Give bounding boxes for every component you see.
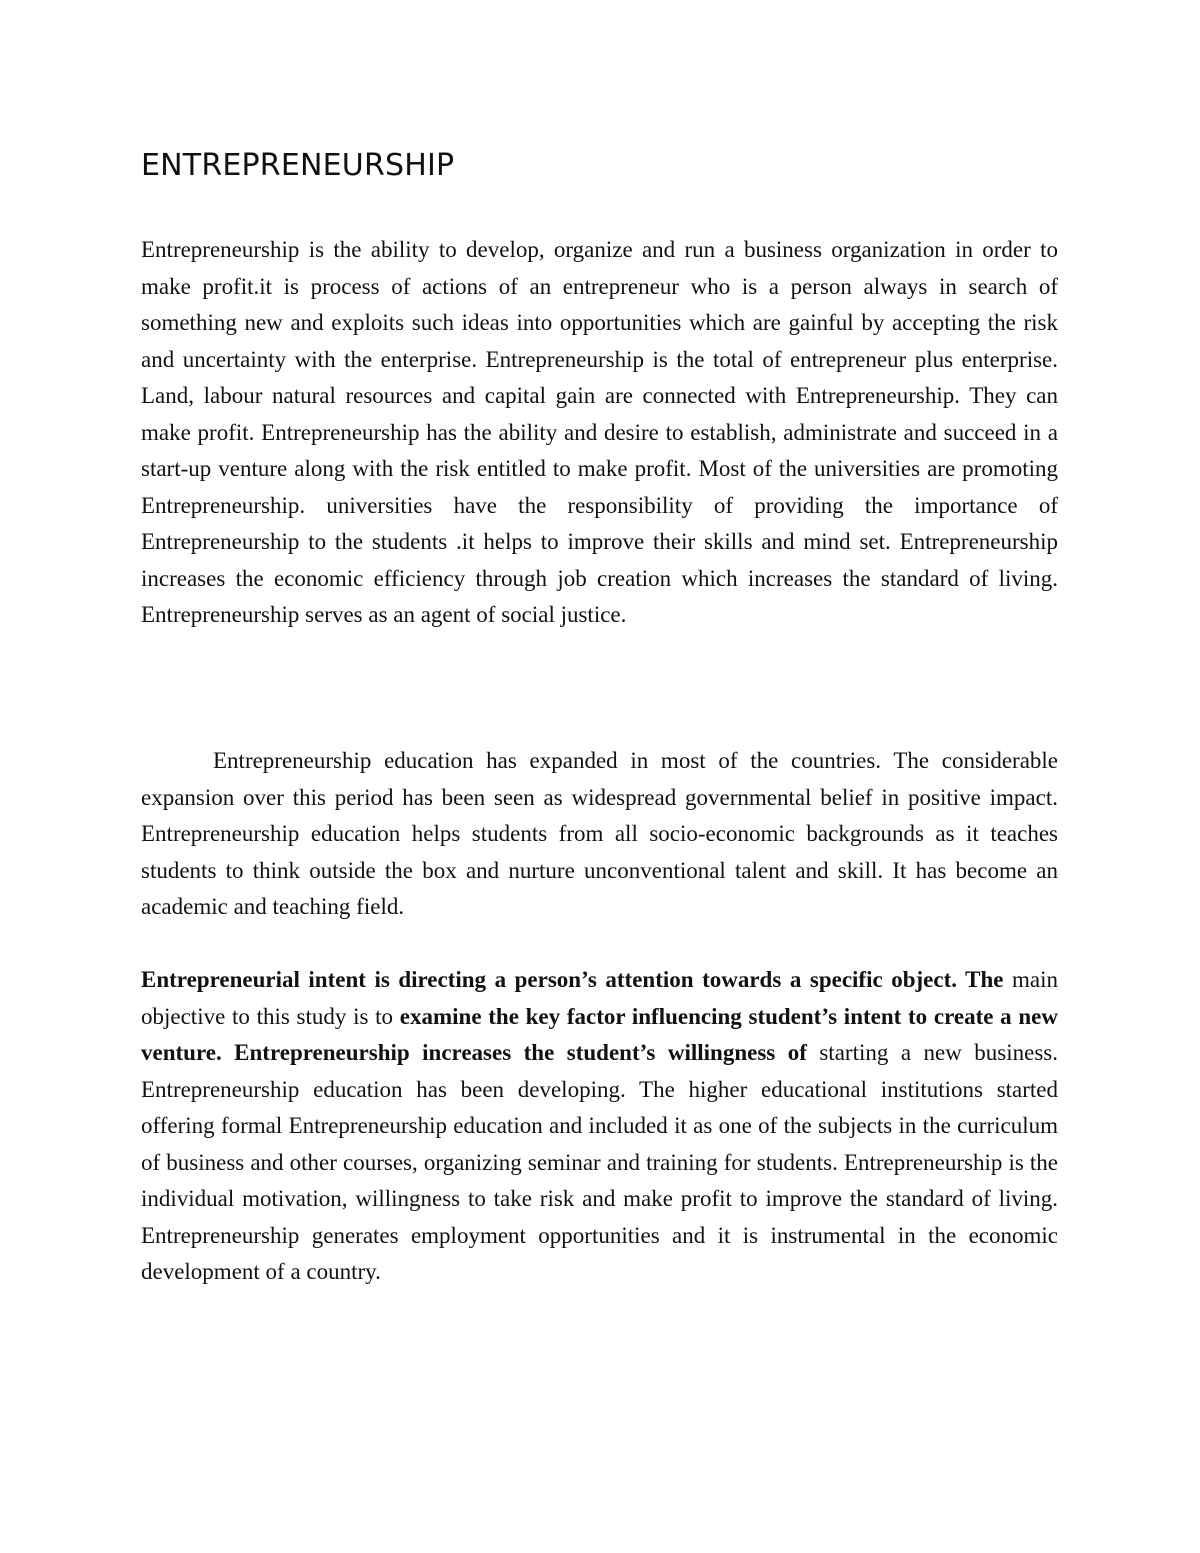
paragraph-3-bold-middle: examine the key factor influencing student’s intent to create a new venture. Entrepreneurship increases the student’s willingness of <box>141 1003 1059 1065</box>
paragraph-2: Entrepreneurship education has expanded in most of the countries. The considerable expansion over this period has been seen as widespread governmental belief in positive impact. Entrepreneurship education helps students from all socio-economic backgrounds as it teaches students to think outside the box and nurture unconventional talent and skill. It has become an academic and teaching field. <box>141 748 1058 919</box>
paragraph-3-text-a: main objective to this study is to <box>141 967 1058 1029</box>
paragraph-3-text-b: starting a new business. Entrepreneurship education has been developing. The higher educational institutions started offering formal Entrepreneurship education and included it as one of the subjects in the curriculum of business and other courses, organizing seminar and training for students. Entrepreneurship is the individual motivation, willingness to take risk and make profit to improve the standard of living. Entrepreneurship generates employment opportunities and it is instrumental in the economic development of a country. <box>141 1040 1059 1284</box>
document-title: ENTREPRENEURSHIP <box>141 148 455 183</box>
paragraph-3 <box>141 962 1058 1291</box>
paragraph-1: Entrepreneurship is the ability to develop, organize and run a business organization in order to make profit.it is process of actions of an entrepreneur who is a person always in search of something new and exploits such ideas into opportunities which are gainful by accepting the risk and uncertainty with the enterprise. Entrepreneurship is the total of entrepreneur plus enterprise. Land, labour natural resources and capital gain are connected with Entrepreneurship. They can make profit. Entrepreneurship has the ability and desire to establish, administrate and succeed in a start-up venture along with the risk entitled to make profit. Most of the universities are promoting Entrepreneurship. universities have the responsibility of providing the importance of Entrepreneurship to the students .it helps to improve their skills and mind set. Entrepreneurship increases the economic efficiency through job creation which increases the standard of living. Entrepreneurship serves as an agent of social justice. <box>141 237 1058 627</box>
paragraph-3-bold-intro: Entrepreneurial intent is directing a person’s attention towards a specific object. The <box>141 967 1004 992</box>
